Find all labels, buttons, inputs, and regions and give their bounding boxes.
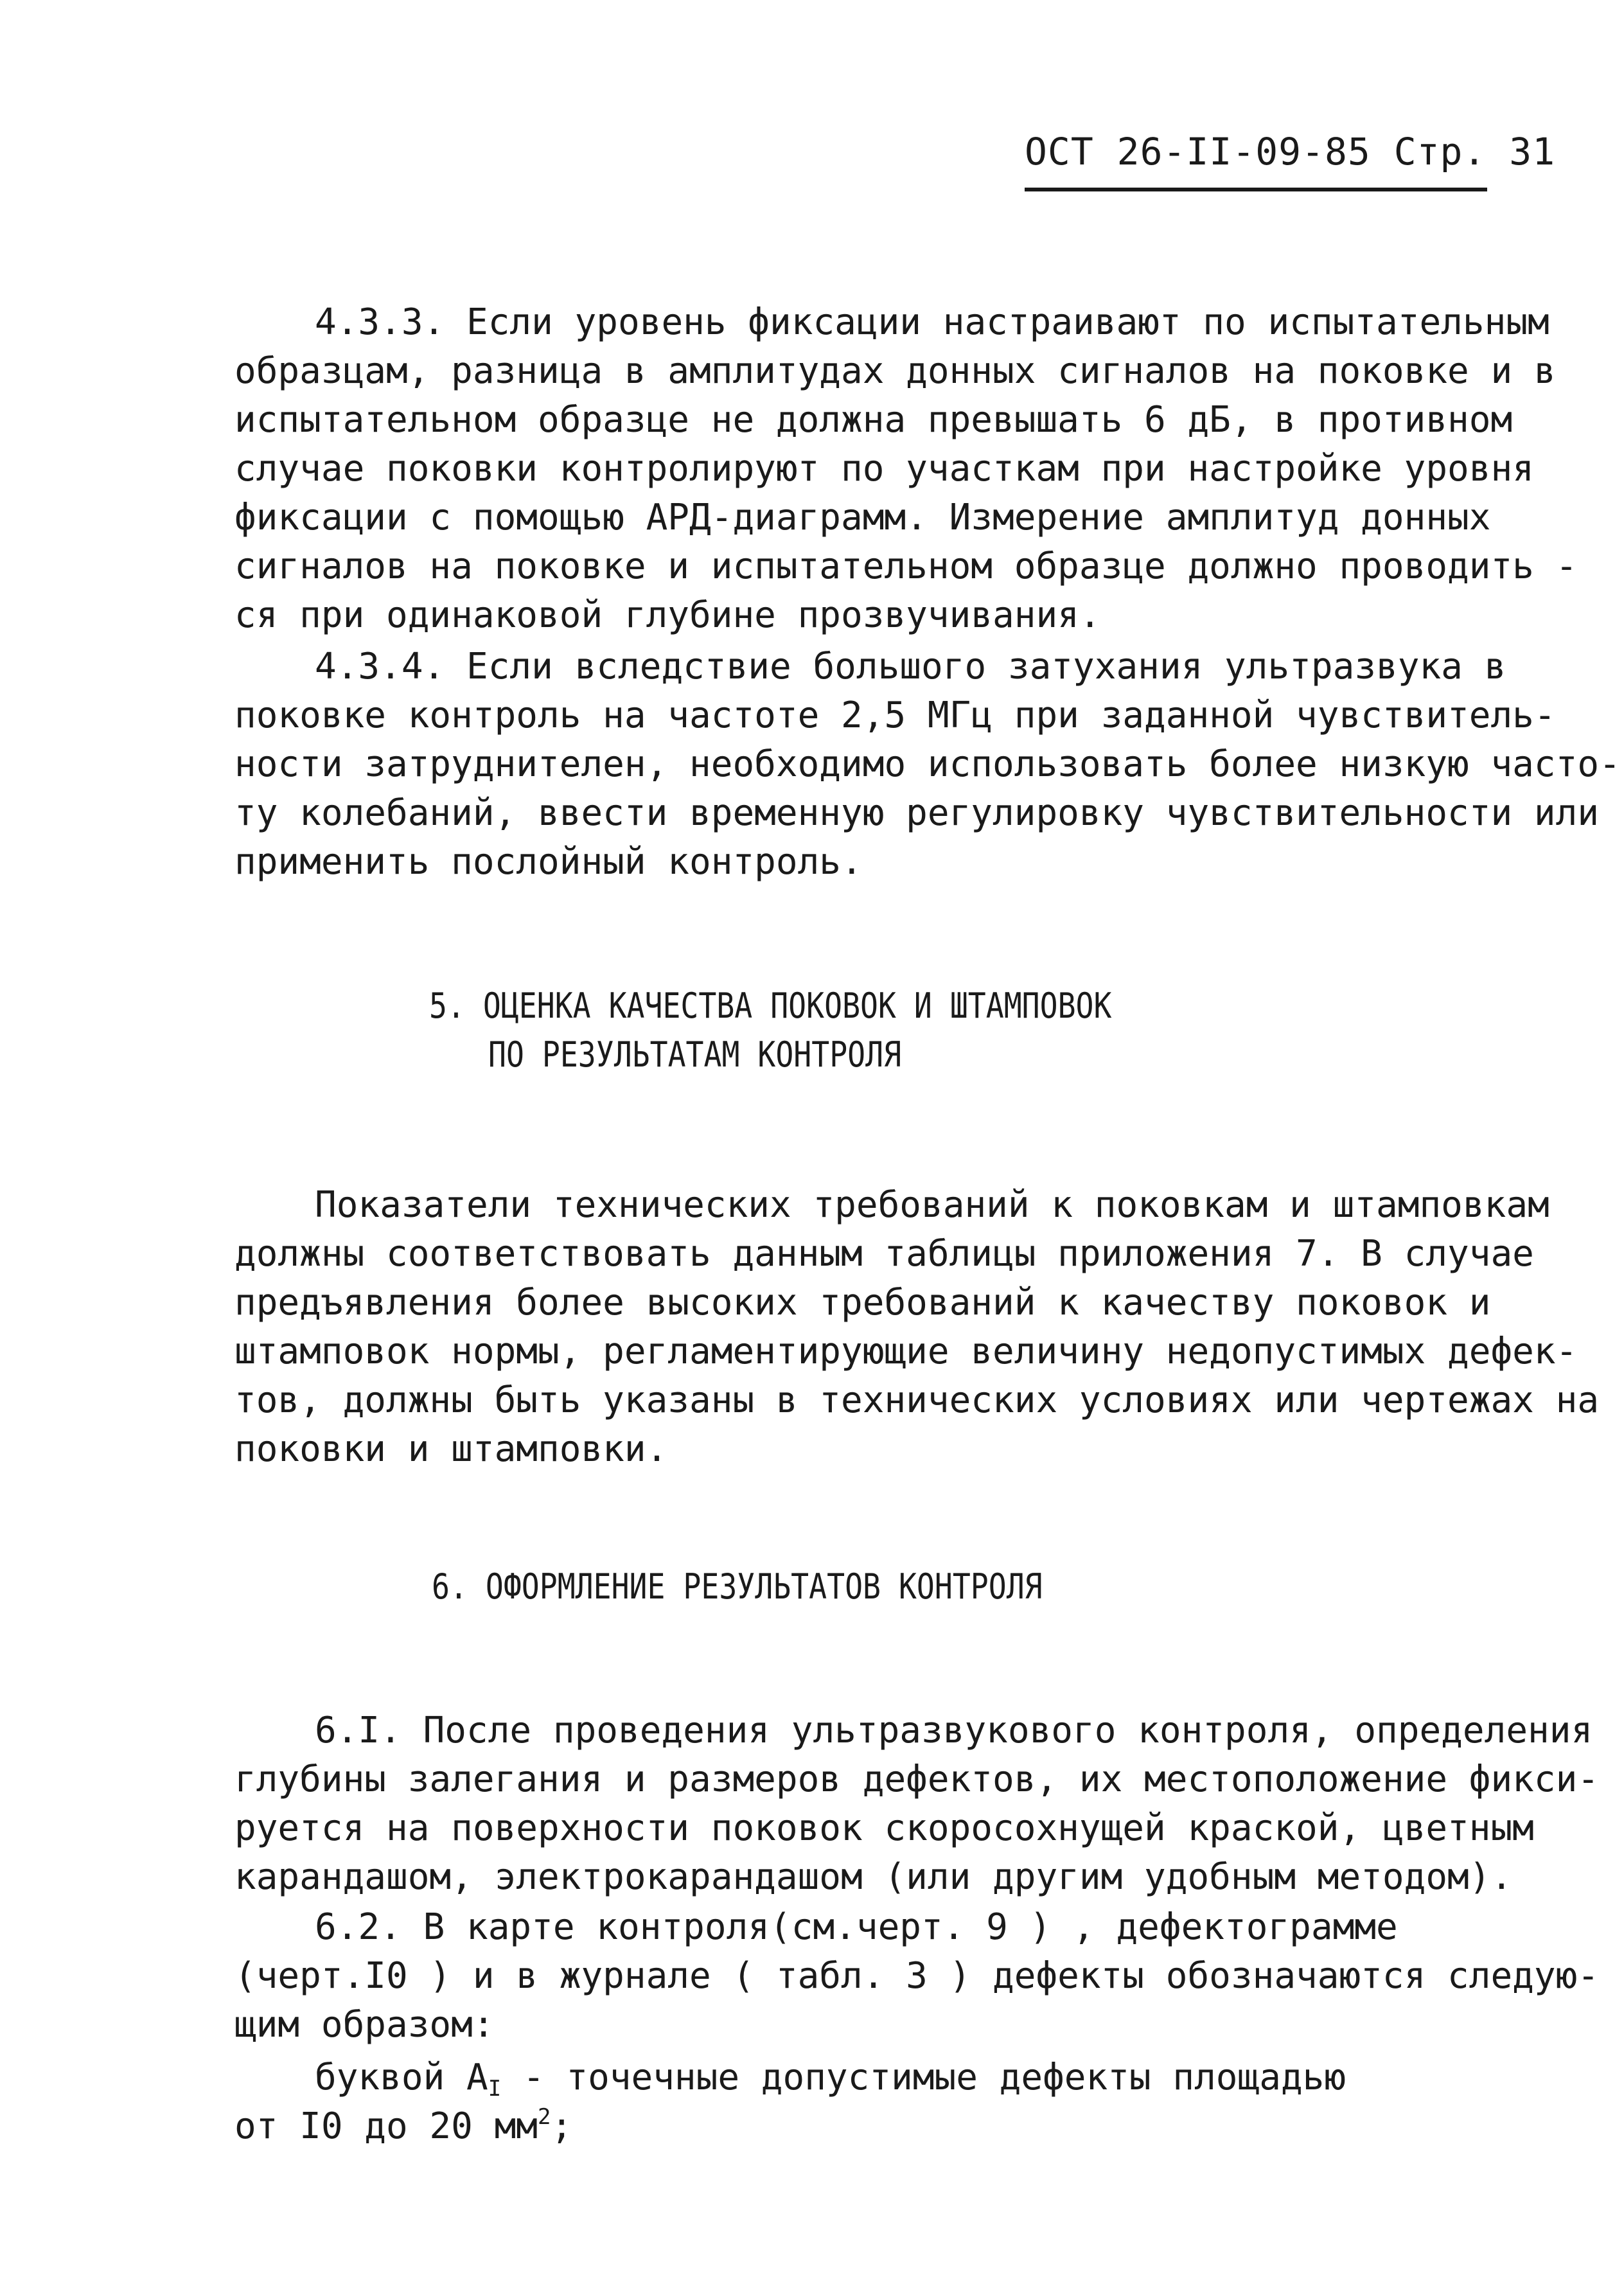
paragraph-line: образцам, разница в амплитудах донных сигналов на поковке и в <box>234 350 1556 392</box>
paragraph-line: (черт.I0 ) и в журнале ( табл. 3 ) дефекты обозначаются следую- <box>234 1955 1600 1997</box>
paragraph-line: глубины залегания и размеров дефектов, их местоположение фикси- <box>234 1758 1600 1800</box>
paragraph-line: штамповок нормы, регламентирующие величину недопустимых дефек- <box>234 1331 1578 1372</box>
paragraph-line: руется на поверхности поковок скоросохнущей краской, цветным <box>234 1807 1534 1849</box>
definition-line <box>315 2053 1346 2102</box>
paragraph-line: 6.I. После проведения ультразвукового контроля, определения <box>315 1710 1593 1751</box>
paragraph-line: должны соответствовать данным таблицы приложения 7. В случае <box>234 1233 1534 1275</box>
paragraph-line: испытательном образце не должна превышать 6 дБ, в противном <box>234 399 1513 441</box>
paragraph-line: карандашом, электрокарандашом (или другим удобным методом). <box>234 1856 1513 1898</box>
paragraph-line: 4.3.4. Если вследствие большого затухания ультразвука в <box>315 646 1506 687</box>
paragraph-line: 4.3.3. Если уровень фиксации настраивают по испытательным <box>315 301 1549 343</box>
paragraph-line: сигналов на поковке и испытательном образце должно проводить - <box>234 545 1578 587</box>
paragraph-line: щим образом: <box>234 2004 495 2046</box>
paragraph-line: случае поковки контролируют по участкам при настройке уровня <box>234 448 1534 490</box>
definition-prefix: от I0 до 20 мм <box>234 2105 538 2147</box>
paragraph-line: применить послойный контроль. <box>234 841 863 883</box>
definition-suffix: - точечные допустимые дефекты площадью <box>501 2057 1346 2098</box>
section-heading: ПО РЕЗУЛЬТАТАМ КОНТРОЛЯ <box>488 1034 902 1075</box>
definition-line <box>234 2102 572 2151</box>
section-heading: 6. ОФОРМЛЕНИЕ РЕЗУЛЬТАТОВ КОНТРОЛЯ <box>432 1566 1043 1607</box>
paragraph-line: поковки и штамповки. <box>234 1428 668 1470</box>
paragraph-line: фиксации с помощью АРД-диаграмм. Измерение амплитуд донных <box>234 497 1491 538</box>
paragraph-line: ности затруднителен, необходимо использовать более низкую часто- <box>234 743 1621 785</box>
paragraph-line: поковке контроль на частоте 2,5 МГц при заданной чувствитель- <box>234 695 1556 736</box>
paragraph-line: Показатели технических требований к поковкам и штамповкам <box>315 1184 1549 1226</box>
header-underline <box>1025 188 1487 191</box>
paragraph-line: предъявления более высоких требований к качеству поковок и <box>234 1282 1491 1323</box>
paragraph-line: ту колебаний, ввести временную регулировку чувствительности или <box>234 792 1600 834</box>
definition-suffix: ; <box>551 2105 573 2147</box>
paragraph-line: 6.2. В карте контроля(см.черт. 9 ) , дефектограмме <box>315 1906 1398 1948</box>
paragraph-line: ся при одинаковой глубине прозвучивания. <box>234 594 1101 636</box>
paragraph-line: тов, должны быть указаны в технических условиях или чертежах на <box>234 1379 1600 1421</box>
page-header: ОСТ 26-II-09-85 Стр. 31 <box>1025 130 1556 173</box>
definition-superscript: 2 <box>538 2104 551 2130</box>
definition-subscript: I <box>488 2076 502 2102</box>
section-heading: 5. ОЦЕНКА КАЧЕСТВА ПОКОВОК И ШТАМПОВОК <box>429 986 1112 1026</box>
definition-prefix: буквой А <box>315 2057 488 2098</box>
